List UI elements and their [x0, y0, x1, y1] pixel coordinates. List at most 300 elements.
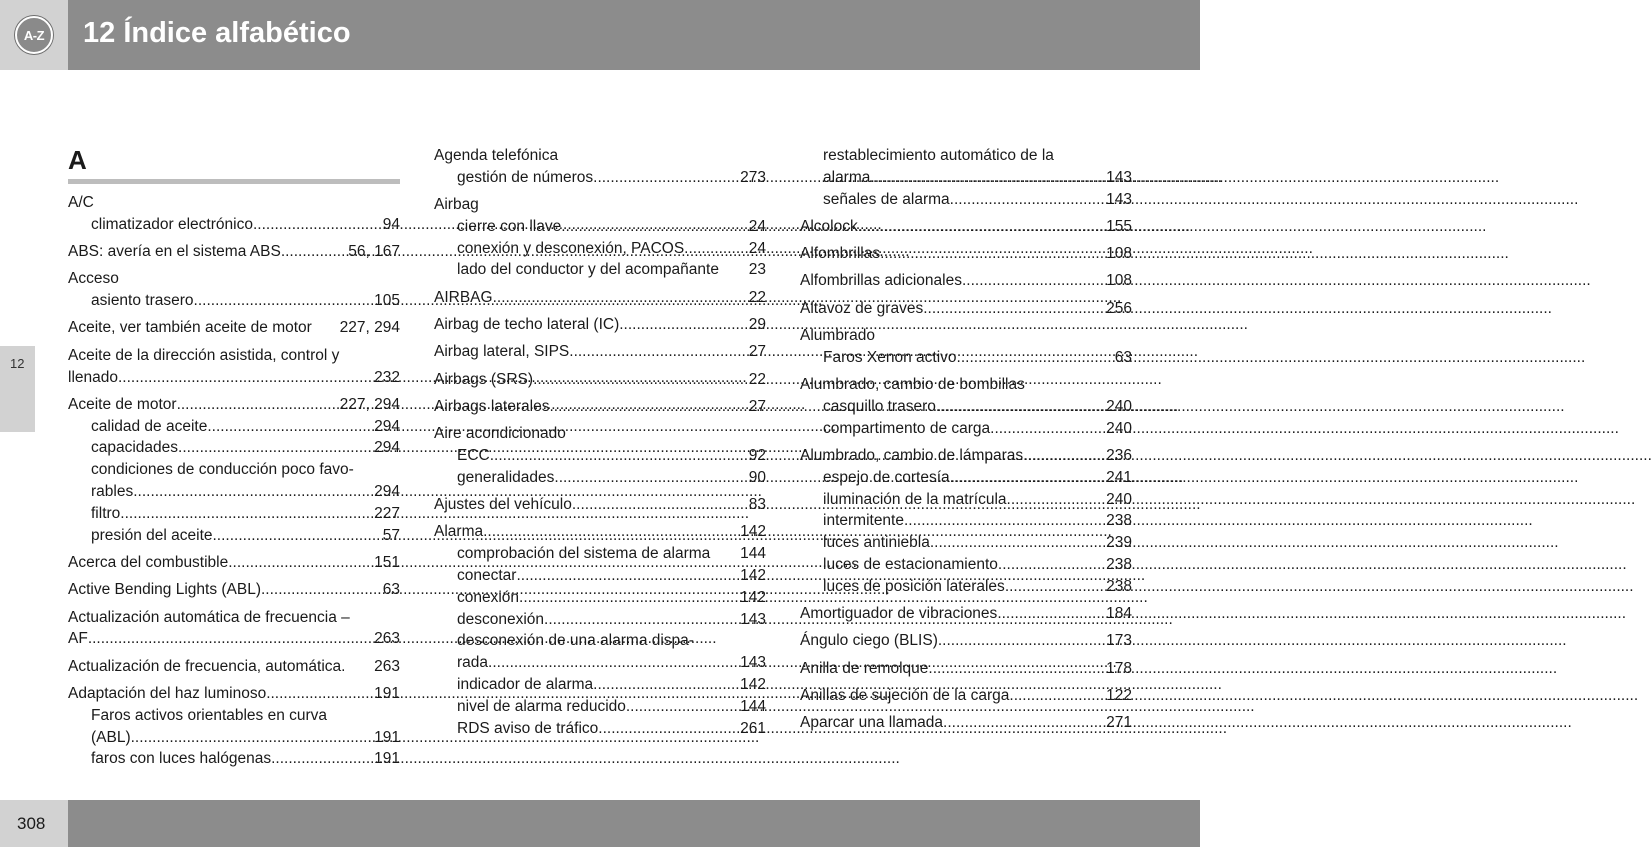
entry-text: nivel de alarma reducido	[457, 697, 626, 715]
dot-leader	[1007, 489, 1097, 511]
index-subentry	[68, 481, 400, 503]
page-reference: 90	[748, 468, 766, 486]
index-subentry	[68, 525, 400, 547]
entry-text: Airbag de techo lateral (IC)	[434, 316, 620, 334]
dot-leader	[938, 630, 1096, 652]
index-entry-line	[434, 423, 766, 445]
dot-leader	[131, 727, 365, 749]
entry-text: conexión	[457, 588, 520, 606]
index-entry	[68, 394, 400, 547]
dot-leader	[281, 241, 338, 263]
entry-text: Alarma	[434, 523, 484, 541]
entry-text: Faros activos orientables en curva	[91, 706, 328, 724]
page-reference: 142	[740, 676, 766, 694]
entry-text: Actualización automática de frecuencia –	[68, 608, 350, 626]
entry-text: gestión de números	[457, 168, 594, 186]
page-reference: 144	[740, 545, 766, 563]
dot-leader	[271, 748, 364, 770]
dot-leader	[120, 503, 364, 525]
page-reference: 294	[374, 439, 400, 457]
dot-leader	[213, 525, 373, 547]
entry-text: Amortiguador de vibraciones	[800, 605, 998, 623]
entry-text: filtro	[91, 504, 121, 522]
index-entry	[68, 683, 400, 770]
index-entry-line	[434, 396, 766, 418]
index-entry	[800, 712, 1132, 734]
index-entry	[68, 241, 400, 263]
index-entry-line	[434, 287, 766, 309]
index-subentry	[68, 705, 400, 727]
page-reference: 273	[740, 168, 766, 186]
entry-text: cierre con llave	[457, 217, 562, 235]
entry-text: Anillas de sujeción de la carga	[800, 687, 1010, 705]
page-reference: 63	[382, 581, 400, 599]
dot-leader	[253, 214, 373, 236]
page-number: 308	[17, 814, 46, 833]
page-reference: 227, 294	[339, 319, 400, 337]
index-entry-line	[800, 298, 1132, 320]
page-reference: 108	[1106, 245, 1132, 263]
entry-text: Aparcar una llamada	[800, 714, 944, 732]
index-entry	[434, 396, 766, 418]
index-subentry	[800, 418, 1132, 440]
index-subentry	[434, 259, 766, 281]
index-subentry	[800, 554, 1132, 576]
index-entry-line	[434, 194, 766, 216]
entry-text: Adaptación del haz luminoso	[68, 684, 267, 702]
page-reference: 241	[1106, 468, 1132, 486]
dot-leader	[598, 718, 730, 740]
dot-leader	[490, 445, 739, 467]
index-entry-line	[68, 367, 400, 389]
index-entries	[434, 145, 766, 739]
entry-text: RDS aviso de tráfico	[457, 719, 599, 737]
index-subentry	[800, 396, 1132, 418]
entry-text: Alfombrillas adicionales	[800, 272, 962, 290]
dot-leader	[684, 238, 739, 260]
index-subentry	[434, 609, 766, 631]
page-reference: 178	[1106, 659, 1132, 677]
page-reference: 238	[1106, 556, 1132, 574]
dot-leader	[569, 341, 738, 363]
page-header	[0, 0, 1200, 70]
page-reference: 263	[374, 630, 400, 648]
entry-text: AIRBAG	[434, 288, 493, 306]
index-subentry	[434, 216, 766, 238]
page-reference: 143	[740, 610, 766, 628]
entry-text: Faros Xenon activo	[823, 348, 957, 366]
dot-leader	[88, 628, 364, 650]
dot-leader	[118, 367, 364, 389]
index-entry-line	[800, 216, 1132, 238]
entry-text: asiento trasero	[91, 292, 194, 310]
page-title: 12 Índice alfabético	[83, 17, 351, 49]
entry-text: luces de posición laterales	[823, 577, 1005, 595]
entry-text: comprobación del sistema de alarma	[457, 545, 711, 563]
page-reference: 144	[740, 697, 766, 715]
index-subentry	[434, 652, 766, 674]
index-subentry	[68, 748, 400, 770]
dot-leader	[519, 587, 730, 609]
page-reference: 143	[1106, 168, 1132, 186]
page-reference: 122	[1106, 687, 1132, 705]
page-reference: 191	[374, 728, 400, 746]
entry-text: Acerca del combustible	[68, 553, 229, 571]
entry-text: Agenda telefónica	[434, 147, 559, 164]
index-entry-line	[68, 268, 400, 290]
entry-text: Aire acondicionado	[434, 425, 566, 443]
dot-leader	[936, 396, 1096, 418]
entry-text: Alumbrado	[800, 327, 875, 345]
dot-leader	[488, 652, 730, 674]
section-letter: A	[68, 145, 87, 175]
dot-leader	[998, 554, 1096, 576]
chapter-side-tab	[0, 346, 35, 432]
page-reference: 83	[748, 496, 766, 514]
index-entry	[800, 145, 1132, 210]
header-tab	[0, 0, 68, 70]
index-subentry	[68, 727, 400, 749]
entry-text: Active Bending Lights (ABL)	[68, 581, 261, 599]
index-entry-line	[68, 628, 400, 650]
index-entry	[800, 374, 1132, 439]
dot-leader	[1009, 685, 1096, 707]
index-entry-line	[434, 521, 766, 543]
entry-text: señales de alarma	[823, 190, 950, 208]
dot-leader	[544, 609, 730, 631]
dot-leader	[177, 394, 330, 416]
index-subentry	[434, 467, 766, 489]
dot-leader	[950, 467, 1096, 489]
index-entry	[434, 341, 766, 363]
entry-text: A/C	[68, 194, 94, 211]
index-subentry	[434, 674, 766, 696]
index-entry	[800, 298, 1132, 320]
page-reference: 24	[748, 239, 766, 257]
entry-text: desconexión	[457, 610, 545, 628]
index-subentry	[68, 214, 400, 236]
entry-text: luces de estacionamiento	[823, 556, 998, 574]
index-entry-line	[800, 325, 1132, 347]
dot-leader	[207, 416, 364, 438]
index-subentry	[800, 576, 1132, 598]
page-reference: 239	[1106, 534, 1132, 552]
dot-leader	[561, 216, 739, 238]
dot-leader	[1005, 576, 1096, 598]
page-reference: 232	[374, 368, 400, 386]
dot-leader	[943, 712, 1096, 734]
entry-text: climatizador electrónico	[91, 215, 253, 233]
dot-leader	[572, 494, 739, 516]
page-reference: 227, 294	[339, 395, 400, 413]
index-entry-line	[68, 552, 400, 574]
page-reference: 236	[1106, 447, 1132, 465]
entry-text: Aceite de motor	[68, 395, 177, 413]
index-entry	[68, 345, 400, 389]
page-reference: 94	[382, 215, 400, 233]
dot-leader	[194, 290, 365, 312]
entry-text: alarma	[823, 168, 871, 186]
page-reference: 142	[740, 523, 766, 541]
index-entry-line	[68, 607, 400, 629]
index-entry	[800, 325, 1132, 369]
entry-text: ECC	[457, 447, 490, 465]
index-subentry	[434, 167, 766, 189]
page-reference: 151	[374, 553, 400, 571]
dot-leader	[593, 674, 730, 696]
index-entry	[800, 630, 1132, 652]
index-entry-line	[68, 192, 400, 214]
index-subentry	[434, 565, 766, 587]
entry-text: Ajustes del vehículo	[434, 496, 572, 514]
dot-leader	[880, 243, 1096, 265]
dot-leader	[483, 521, 730, 543]
entry-text: luces antiniebla	[823, 534, 930, 552]
index-subentry	[434, 630, 766, 652]
index-entry	[800, 243, 1132, 265]
page-reference: 92	[748, 447, 766, 465]
index-subentry	[800, 489, 1132, 511]
page-reference: 23	[748, 261, 766, 279]
index-entry	[434, 423, 766, 488]
index-entry-line	[800, 374, 1132, 396]
index-entry	[68, 317, 400, 339]
page-reference: 22	[748, 370, 766, 388]
index-entry	[800, 445, 1132, 598]
index-entry-line	[68, 683, 400, 705]
index-subentry	[434, 445, 766, 467]
index-entry-line	[68, 656, 400, 678]
footer-tab	[0, 800, 68, 847]
index-subentry	[800, 167, 1132, 189]
page-reference: 56, 167	[348, 243, 400, 261]
page-reference: 240	[1106, 419, 1132, 437]
entry-text: conectar	[457, 567, 517, 585]
dot-leader	[493, 287, 739, 309]
entry-text: rada	[457, 654, 489, 672]
page-reference: 238	[1106, 512, 1132, 530]
index-entries	[800, 145, 1132, 734]
dot-leader	[266, 683, 364, 705]
entry-text: Ángulo ciego (BLIS)	[800, 632, 938, 650]
dot-leader	[549, 396, 738, 418]
page-reference: 142	[740, 588, 766, 606]
page-reference: 240	[1106, 490, 1132, 508]
index-entry	[434, 521, 766, 739]
entry-text: Alcolock	[800, 217, 858, 235]
index-subentry	[68, 416, 400, 438]
index-entry	[434, 287, 766, 309]
index-entry	[68, 192, 400, 236]
index-subentry	[434, 238, 766, 260]
dot-leader	[858, 216, 1096, 238]
index-subentry	[434, 718, 766, 740]
index-entry-line	[800, 685, 1132, 707]
index-entry-line	[800, 270, 1132, 292]
index-subentry	[800, 347, 1132, 369]
entry-text: compartimento de carga	[823, 419, 991, 437]
dot-leader	[533, 369, 739, 391]
page-reference: 240	[1106, 397, 1132, 415]
entry-text: iluminación de la matrícula	[823, 490, 1007, 508]
index-entry-line	[434, 341, 766, 363]
index-entry-line	[68, 317, 400, 339]
index-subentry	[434, 696, 766, 718]
entry-text: calidad de aceite	[91, 417, 208, 435]
page-reference: 57	[382, 526, 400, 544]
index-entry-line	[68, 241, 400, 263]
index-entry-line	[434, 494, 766, 516]
index-entry	[434, 145, 766, 189]
page-reference: 227	[374, 504, 400, 522]
index-entry-line	[800, 712, 1132, 734]
entry-text: AF	[68, 630, 88, 648]
dot-leader	[626, 696, 730, 718]
dot-leader	[904, 510, 1096, 532]
entry-text: Alfombrillas	[800, 245, 881, 263]
index-column-3	[800, 145, 1132, 740]
dot-leader	[593, 167, 730, 189]
index-subentry	[800, 189, 1132, 211]
page-reference: 261	[740, 719, 766, 737]
entry-text: generalidades	[457, 468, 555, 486]
page-reference: 24	[748, 217, 766, 235]
page-reference: 27	[748, 397, 766, 415]
page-reference: 191	[374, 684, 400, 702]
dot-leader	[962, 270, 1096, 292]
index-entries	[68, 192, 400, 770]
index-entry	[434, 314, 766, 336]
index-entry	[800, 685, 1132, 707]
index-entry-line	[434, 145, 766, 167]
dot-leader	[619, 314, 739, 336]
dot-leader	[957, 347, 1105, 369]
dot-leader	[923, 298, 1096, 320]
entry-text: intermitente	[823, 512, 904, 530]
index-subentry	[68, 459, 400, 481]
entry-text: Altavoz de graves	[800, 299, 924, 317]
index-entry-line	[800, 243, 1132, 265]
index-column-1	[68, 145, 400, 776]
index-entry-line	[68, 579, 400, 601]
index-subentry	[434, 587, 766, 609]
page-reference: 142	[740, 567, 766, 585]
entry-text: conexión y desconexión, PACOS	[457, 239, 685, 257]
index-subentry	[800, 532, 1132, 554]
entry-text: Acceso	[68, 270, 119, 288]
dot-leader	[228, 552, 364, 574]
dot-leader	[870, 167, 1096, 189]
index-entry-line	[68, 345, 400, 367]
page-reference: 184	[1106, 605, 1132, 623]
page-reference: 238	[1106, 577, 1132, 595]
entry-text: indicador de alarma	[457, 676, 594, 694]
index-entry	[800, 658, 1132, 680]
dot-leader	[1023, 445, 1096, 467]
page-reference: 63	[1114, 348, 1132, 366]
page-reference: 191	[374, 750, 400, 768]
index-entry-line	[800, 603, 1132, 625]
entry-text: llenado	[68, 368, 118, 386]
index-entry	[68, 552, 400, 574]
entry-text: desconexión de una alarma dispa-	[457, 632, 694, 650]
entry-text: Alumbrado, cambio de bombillas	[800, 376, 1025, 394]
entry-text: faros con luces halógenas	[91, 750, 272, 768]
entry-text: Anilla de remolque	[800, 659, 929, 677]
page-reference: 143	[1106, 190, 1132, 208]
index-entry	[68, 656, 400, 678]
index-entry	[800, 603, 1132, 625]
page-reference: 108	[1106, 272, 1132, 290]
entry-text: Airbags (SRS)	[434, 370, 534, 388]
index-subentry	[800, 145, 1132, 167]
entry-text: rables	[91, 483, 134, 501]
index-entry	[434, 369, 766, 391]
page-footer	[0, 800, 1200, 847]
index-subentry	[68, 290, 400, 312]
page-reference: 143	[740, 654, 766, 672]
page-reference: 256	[1106, 299, 1132, 317]
index-entry	[68, 268, 400, 312]
page-reference: 155	[1106, 217, 1132, 235]
entry-text: Actualización de frecuencia, automática.	[68, 657, 346, 675]
index-entry-line	[68, 394, 400, 416]
page-reference: 294	[374, 417, 400, 435]
index-subentry	[800, 510, 1132, 532]
entry-text: Airbag lateral, SIPS	[434, 343, 570, 361]
dot-leader	[178, 437, 364, 459]
dot-leader	[950, 189, 1096, 211]
index-entry-line	[800, 445, 1132, 467]
entry-text: restablecimiento automático de la	[823, 147, 1054, 164]
page-reference: 294	[374, 483, 400, 501]
entry-text: Aceite de la dirección asistida, control y	[68, 346, 340, 364]
entry-text: Aceite, ver también aceite de motor	[68, 319, 312, 337]
page-reference: 22	[748, 288, 766, 306]
dot-leader	[261, 579, 373, 601]
entry-text: Airbags laterales	[434, 397, 550, 415]
section-divider	[68, 179, 400, 184]
index-subentry	[68, 503, 400, 525]
entry-text: Airbag	[434, 196, 479, 214]
index-column-2	[434, 145, 766, 745]
entry-text: casquillo trasero	[823, 397, 936, 415]
index-entry-line	[434, 314, 766, 336]
page-reference: 271	[1106, 714, 1132, 732]
index-entry-line	[800, 630, 1132, 652]
index-entry-line	[434, 369, 766, 391]
index-subentry	[68, 437, 400, 459]
page-reference: 173	[1106, 632, 1132, 650]
entry-text: presión del aceite	[91, 526, 213, 544]
page-reference: 105	[374, 292, 400, 310]
index-entry-line	[800, 658, 1132, 680]
entry-text: espejo de cortesía	[823, 468, 950, 486]
entry-text: ABS: avería en el sistema ABS	[68, 243, 281, 261]
page-reference: 263	[374, 657, 400, 675]
index-entry	[68, 607, 400, 651]
entry-text: capacidades	[91, 439, 179, 457]
index-entry	[434, 194, 766, 281]
index-entry	[434, 494, 766, 516]
entry-text: Alumbrado, cambio de lámparas	[800, 447, 1024, 465]
dot-leader	[997, 603, 1096, 625]
dot-leader	[928, 658, 1096, 680]
index-subentry	[800, 467, 1132, 489]
entry-text: (ABL)	[91, 728, 131, 746]
dot-leader	[930, 532, 1096, 554]
dot-leader	[554, 467, 738, 489]
